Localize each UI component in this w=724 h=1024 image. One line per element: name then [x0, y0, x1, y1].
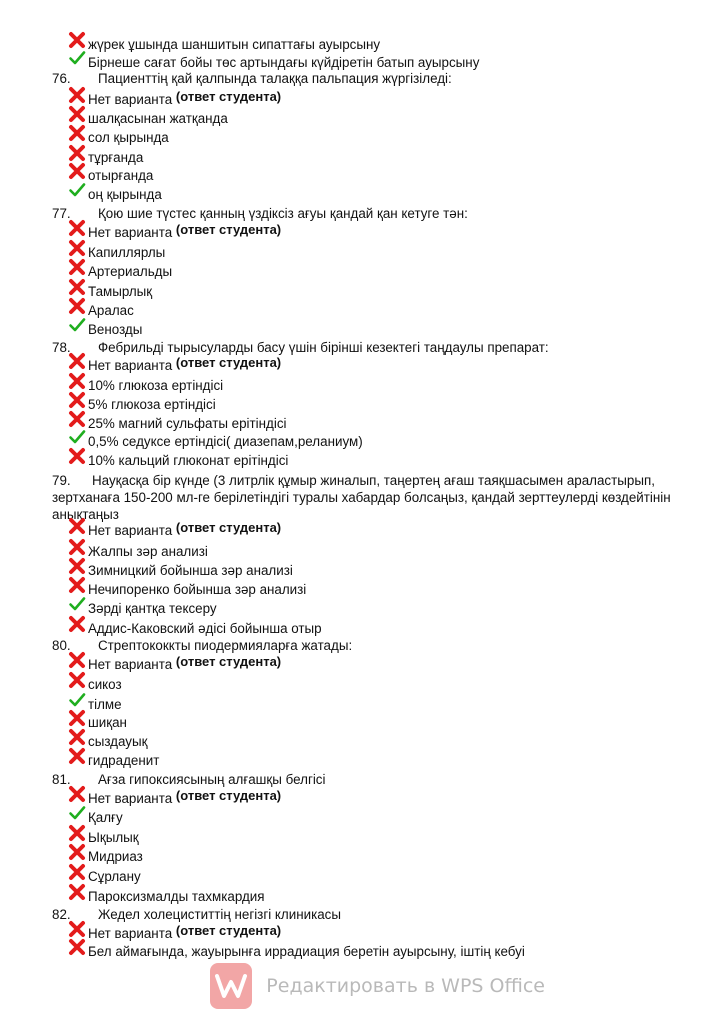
question-text: Фебрильді тырысуларды басу үшін бірінші кезектегі таңдаулы препарат:: [98, 340, 549, 355]
answer-option: [88, 453, 288, 469]
answer-option: [88, 264, 172, 280]
answer-option: [88, 222, 282, 241]
wps-edit-label: Редактировать в WPS Office: [266, 975, 545, 997]
cross-icon: [68, 144, 86, 162]
answer-option: [88, 284, 152, 300]
answer-option: [88, 654, 282, 673]
answer-option: [88, 810, 123, 826]
answer-option: [88, 601, 217, 617]
answer-option: [88, 621, 322, 637]
answer-text: 10% глюкоза ертіндісі: [88, 378, 224, 393]
cross-icon: [68, 410, 86, 428]
cross-icon: [68, 372, 86, 390]
answer-text: Тамырлық: [88, 284, 153, 299]
wps-logo-icon: [210, 963, 252, 1009]
answer-option: [88, 923, 282, 942]
question-text: Науқасқа бір күнде (3 литрлік құмыр жиналып, таңертең ағаш таяқшасымен араластырып, зертханаға 150-200 мл-ге берілетіндігі туралы хабардар болсаңыз, қандай зерттеулерді көздейтінін анықтаңыз: [52, 473, 671, 522]
answer-text: Нет варианта: [88, 791, 173, 806]
question-79: [52, 472, 672, 523]
answer-text: Бел аймағында, жауырынға иррадиация беретін ауырсыну, іштің кебуі: [88, 944, 525, 959]
answer-text: 25% магний сульфаты ерітіндісі: [88, 416, 287, 431]
answer-text: Капиллярлы: [88, 245, 166, 260]
answer-text: Пароксизмалды тахмкардия: [88, 889, 265, 904]
answer-text: Аддис-Каковский әдісі бойынша отыр: [88, 621, 322, 636]
student-answer-note: (ответ студента): [175, 520, 282, 535]
cross-icon: [68, 86, 86, 104]
cross-icon: [68, 651, 86, 669]
answer-option: [88, 544, 208, 560]
answer-option: [88, 520, 282, 539]
answer-option: [88, 849, 143, 865]
answer-option: [88, 944, 525, 960]
answer-text: Нет варианта: [88, 225, 173, 240]
answer-text: Аралас: [88, 303, 134, 318]
cross-icon: [68, 709, 86, 727]
cross-icon: [68, 105, 86, 123]
answer-text: Нет варианта: [88, 358, 173, 373]
question-80: [52, 638, 352, 654]
answer-text: Нечипоренко бойынша зәр анализі: [88, 582, 307, 597]
answer-text: Зәрді қантқа тексеру: [88, 601, 217, 616]
student-answer-note: (ответ студента): [175, 788, 282, 803]
answer-text: Қалғу: [88, 810, 123, 825]
cross-icon: [68, 843, 86, 861]
cross-icon: [68, 557, 86, 575]
answer-option: [88, 869, 141, 885]
cross-icon: [68, 920, 86, 938]
answer-text: Мидриаз: [88, 849, 143, 864]
answer-text: жүрек ұшында шаншитын сипаттағы ауырсыну: [88, 37, 381, 52]
answer-text: шалқасынан жатқанда: [88, 111, 228, 126]
answer-option: [88, 303, 134, 319]
answer-text: 5% глюкоза ертіндісі: [88, 397, 216, 412]
cross-icon: [68, 391, 86, 409]
cross-icon: [68, 576, 86, 594]
answer-option: [88, 355, 282, 374]
question-text: Қою шие түстес қанның үздіксіз ағуы қандай қан кетуге тән:: [98, 206, 468, 221]
check-icon: [68, 428, 86, 446]
answer-text: Жалпы зәр анализі: [88, 544, 208, 559]
answer-option: [88, 434, 363, 450]
answer-option: [88, 150, 143, 166]
cross-icon: [68, 538, 86, 556]
question-number: 76.: [52, 71, 71, 86]
cross-icon: [68, 219, 86, 237]
cross-icon: [68, 938, 86, 956]
answer-option: [88, 168, 153, 184]
answer-text: 10% кальций глюконат ерітіндісі: [88, 453, 289, 468]
answer-text: 0,5% седуксе ертіндісі( диазепам,реланиум): [88, 434, 363, 449]
check-icon: [68, 49, 86, 67]
answer-text: отырғанда: [88, 168, 154, 183]
question-text: Жедел холециститтің негізгі клиникасы: [98, 907, 341, 922]
answer-text: тұрғанда: [88, 150, 144, 165]
question-number: 81.: [52, 772, 71, 787]
answer-text: Бірнеше сағат бойы төс артындағы күйдіретін батып ауырсыну: [88, 55, 480, 70]
answer-option: [88, 37, 380, 53]
answer-option: [88, 697, 122, 713]
answer-option: [88, 788, 282, 807]
question-76: [52, 71, 452, 87]
question-78: [52, 340, 549, 356]
cross-icon: [68, 747, 86, 765]
answer-option: [88, 677, 122, 693]
cross-icon: [68, 671, 86, 689]
cross-icon: [68, 863, 86, 881]
answer-option: [88, 563, 293, 579]
answer-text: шиқан: [88, 715, 127, 730]
check-icon: [68, 691, 86, 709]
answer-text: Венозды: [88, 322, 143, 337]
student-answer-note: (ответ студента): [175, 222, 282, 237]
cross-icon: [68, 517, 86, 535]
answer-option: [88, 753, 159, 769]
cross-icon: [68, 278, 86, 296]
student-answer-note: (ответ студента): [175, 89, 282, 104]
answer-text: тілме: [88, 697, 122, 712]
check-icon: [68, 804, 86, 822]
cross-icon: [68, 31, 86, 49]
question-81: [52, 772, 325, 788]
student-answer-note: (ответ студента): [175, 355, 282, 370]
cross-icon: [68, 447, 86, 465]
answer-option: [88, 130, 169, 146]
cross-icon: [68, 728, 86, 746]
question-number: 80.: [52, 638, 71, 653]
cross-icon: [68, 239, 86, 257]
answer-option: [88, 734, 147, 750]
answer-option: [88, 416, 287, 432]
question-77: [52, 206, 468, 222]
cross-icon: [68, 615, 86, 633]
answer-text: Ықылық: [88, 830, 139, 845]
answer-text: Нет варианта: [88, 92, 173, 107]
answer-text: Сұрлану: [88, 869, 141, 884]
question-number: 82.: [52, 907, 71, 922]
answer-text: сол қырында: [88, 130, 169, 145]
cross-icon: [68, 124, 86, 142]
answer-text: сыздауық: [88, 734, 148, 749]
question-text: Пациенттің қай қалпында талаққа пальпация жүргізіледі:: [98, 71, 452, 86]
check-icon: [68, 181, 86, 199]
answer-text: гидраденит: [88, 753, 160, 768]
question-text: Ағза гипоксиясының алғашқы белгісі: [98, 772, 326, 787]
question-text: Стрептококкты пиодермияларға жатады:: [98, 638, 353, 653]
answer-text: Нет варианта: [88, 926, 173, 941]
cross-icon: [68, 162, 86, 180]
wps-edit-banner[interactable]: [210, 962, 545, 1010]
student-answer-note: (ответ студента): [175, 654, 282, 669]
answer-text: оң қырында: [88, 187, 162, 202]
question-number: 78.: [52, 340, 71, 355]
answer-option: [88, 830, 139, 846]
check-icon: [68, 316, 86, 334]
answer-option: [88, 111, 228, 127]
answer-option: [88, 582, 306, 598]
cross-icon: [68, 785, 86, 803]
question-82: [52, 907, 341, 923]
answer-text: сикоз: [88, 677, 122, 692]
answer-text: Нет варианта: [88, 523, 173, 538]
answer-text: Зимницкий бойынша зәр анализі: [88, 563, 293, 578]
cross-icon: [68, 297, 86, 315]
question-number: 77.: [52, 206, 71, 221]
question-number: 79.: [52, 473, 71, 488]
answer-text: Артериальды: [88, 264, 173, 279]
check-icon: [68, 595, 86, 613]
answer-option: [88, 322, 142, 338]
cross-icon: [68, 883, 86, 901]
answer-option: [88, 378, 223, 394]
answer-option: [88, 187, 162, 203]
answer-option: [88, 889, 265, 905]
cross-icon: [68, 352, 86, 370]
answer-option: [88, 89, 282, 108]
cross-icon: [68, 824, 86, 842]
answer-text: Нет варианта: [88, 657, 173, 672]
answer-option: [88, 245, 165, 261]
answer-option: [88, 397, 216, 413]
cross-icon: [68, 258, 86, 276]
student-answer-note: (ответ студента): [175, 923, 282, 938]
answer-option: [88, 715, 127, 731]
answer-option: [88, 55, 479, 71]
